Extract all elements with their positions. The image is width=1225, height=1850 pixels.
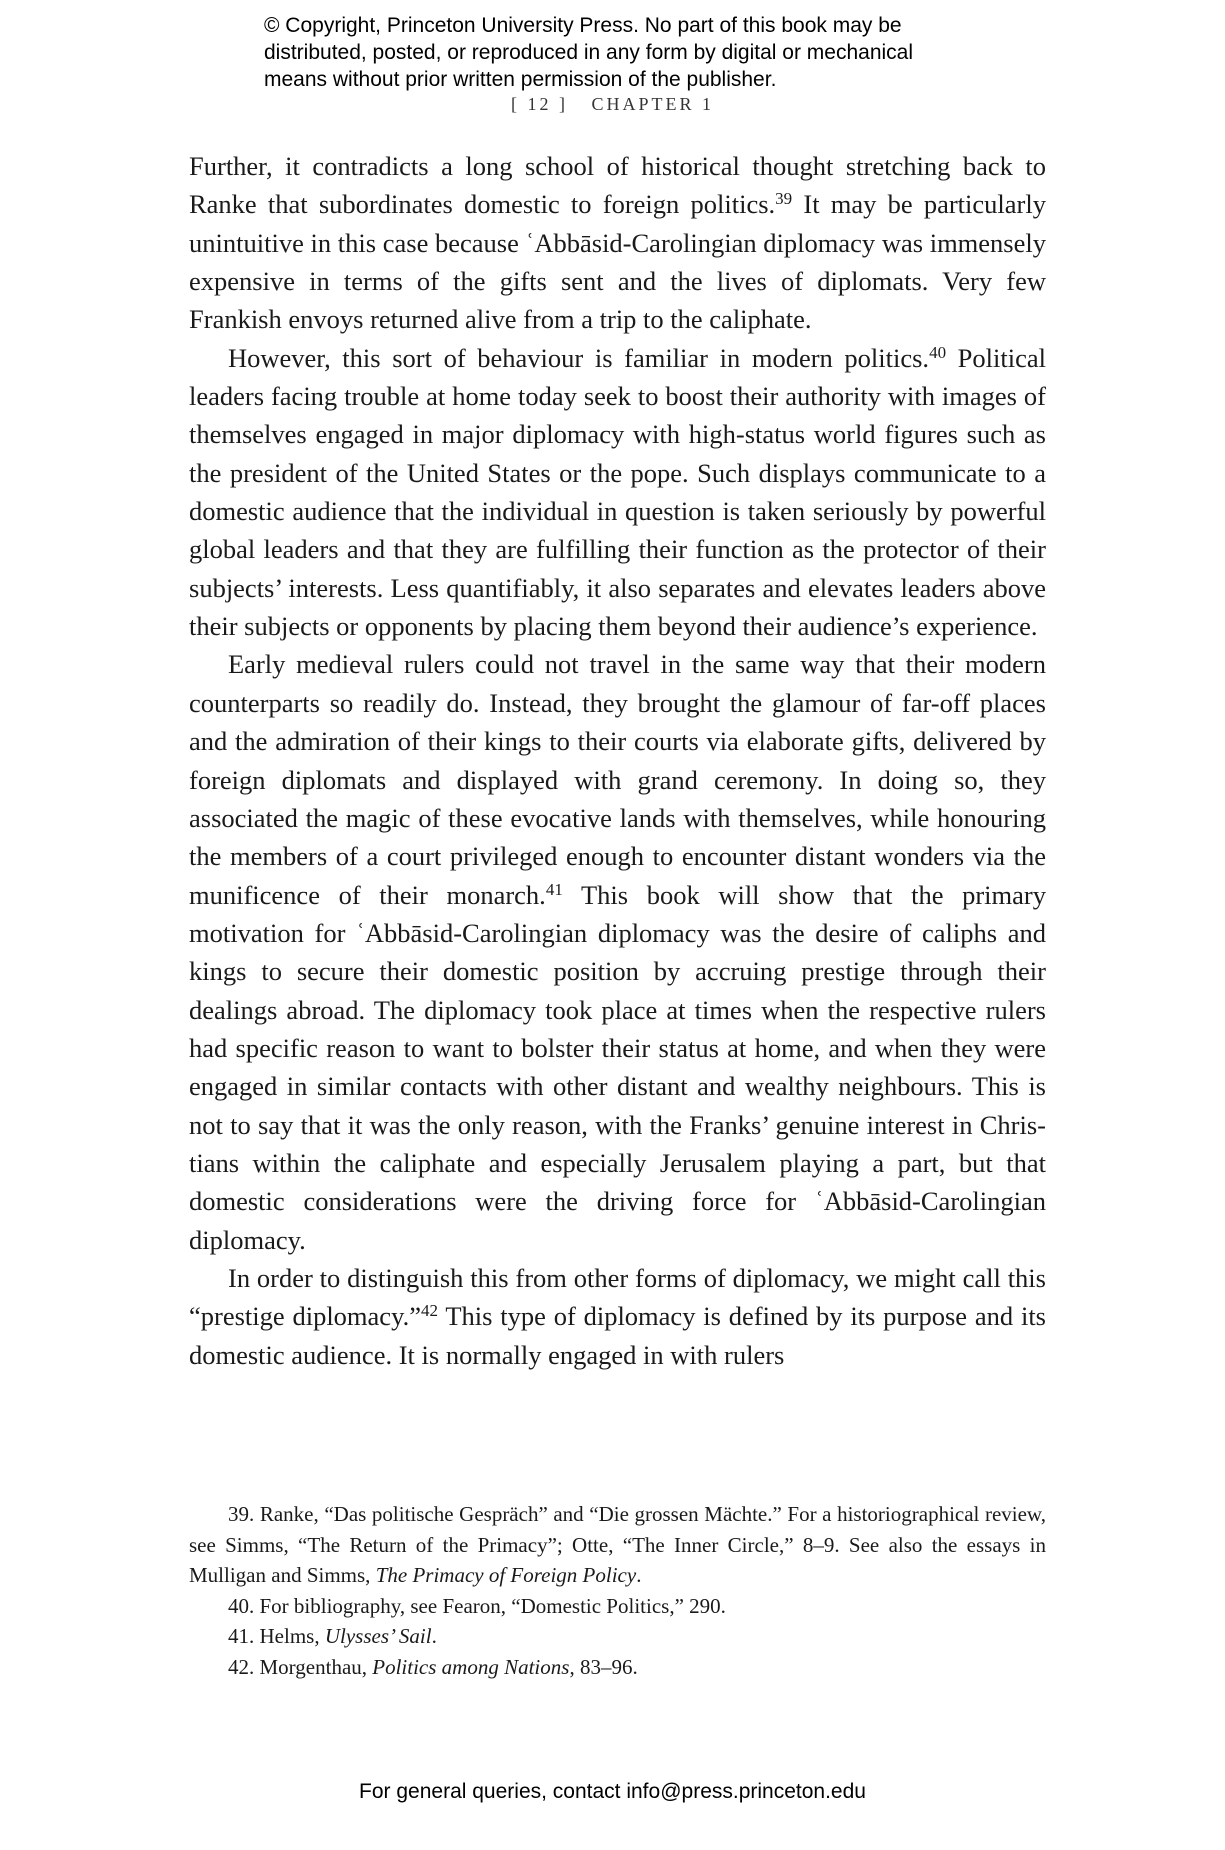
copyright-notice [264, 12, 1024, 93]
footnote-40 [189, 1591, 1046, 1622]
main-text [189, 147, 1046, 1374]
footnote-42 [189, 1652, 1046, 1683]
footnote-42-text: 42. Morgenthau, [228, 1654, 373, 1679]
paragraph-3-text-b: This book will show that the primary motivation for ʿAbbāsid-Carolingian diplomacy was the desire of caliphs and kings to secure their domestic position by accruing prestige through their dealings abroad. The diplomacy took place at times when the respective rulers had specific reason to want to bolster their status at home, and when they were engaged in similar contacts with other distant and wealthy neighbours. This is not to say that it was the only reason, with the Franks’ genuine interest in Christians within the caliphate and especially Jerusalem playing a part, but that domestic considerations were the driving force for ʿAbbāsid-Carolingian diplomacy. [189, 879, 1046, 1255]
paragraph-4-text-a: In order to distinguish this from other forms of diplomacy, we might call this “prestige diplomacy.” [189, 1262, 1046, 1332]
page-number: [ 12 ] [510, 94, 568, 114]
paragraph-2-text-b: Political leaders facing trouble at home today seek to boost their authority with images of themselves engaged in major diplomacy with high-status world figures such as the president of the United States or the pope. Such displays communicate to a domestic audience that the individual in question is taken seriously by powerful global leaders and that they are fulfilling their function as the protector of their subjects’ interests. Less quantifiably, it also separates and elevates leaders above their subjects or opponents by placing them beyond their audience’s experience. [189, 342, 1047, 642]
footnote-41-text: 41. Helms, [228, 1624, 325, 1648]
footnote-40-text: 40. For bibliography, see Fearon, “Domestic Politics,” 290. [228, 1593, 726, 1618]
footnote-42-end: , 83–96. [569, 1654, 638, 1679]
paragraph-3 [189, 645, 1046, 1259]
footnote-39-title: The Primacy of Foreign Policy [375, 1563, 637, 1587]
paragraph-1-text-b: It may be particularly unintuitive in this case because ʿAbbāsid-Carolingian diplomacy was immensely expensive in terms of the gifts sent and the lives of diplomats. Very few Frankish envoys returned alive from a trip to the caliphate. [189, 189, 1046, 335]
footnote-42-title: Politics among Nations [372, 1654, 570, 1679]
footer-contact: For general queries, contact info@press.princeton.edu [359, 1780, 866, 1803]
paragraph-3-text-a: Early medieval rulers could not travel in the same way that their modern counterparts so readily do. Instead, they brought the glamour of far-off places and the admiration of their kings to their courts via elaborate gifts, delivered by foreign diplomats and displayed with grand ceremony. In doing so, they associated the magic of these evocative lands with themselves, while honouring the members of a court privileged enough to encounter distant wonders via the munificence of their monarch. [189, 649, 1046, 910]
footnote-39-end: . [636, 1563, 642, 1587]
chapter-label: CHAPTER 1 [591, 94, 714, 114]
footnotes [189, 1499, 1046, 1682]
footnote-ref-41[interactable]: 41 [545, 879, 563, 899]
footnote-39 [189, 1499, 1046, 1591]
footnote-ref-40[interactable]: 40 [929, 342, 947, 362]
footnote-41 [189, 1621, 1046, 1652]
footnote-ref-39[interactable]: 39 [775, 189, 793, 209]
copyright-line-1: © Copyright, Princeton University Press. No part of this book may be [264, 14, 902, 37]
paragraph-2-text-a: However, this sort of behaviour is familiar in modern politics. [228, 342, 930, 373]
footnote-41-title: Ulysses’ Sail [324, 1624, 432, 1648]
copyright-line-3: means without prior written permission of the publisher. [264, 68, 777, 91]
paragraph-4 [189, 1259, 1046, 1374]
paragraph-1-text-a: Further, it contradicts a long school of historical thought stretching back to Ranke that subordinates domestic to foreign politics. [189, 151, 1046, 220]
paragraph-1 [189, 147, 1046, 339]
footnote-ref-42[interactable]: 42 [421, 1301, 438, 1321]
running-head [0, 94, 1225, 115]
paragraph-4-text-b: This type of diplomacy is defined by its purpose and its domestic audience. It is normally engaged in with rulers [189, 1301, 1046, 1370]
footnote-39-text: 39. Ranke, “Das politische Gespräch” and “Die grossen Mächte.” For a historiographical review, see Simms, “The Return of the Primacy”; Otte, “The Inner Circle,” 8–9. See also the essays in Mulligan and Simms, [189, 1502, 1046, 1587]
footnote-41-end: . [431, 1624, 437, 1648]
copyright-line-2: distributed, posted, or reproduced in any form by digital or mechanical [264, 41, 914, 64]
paragraph-2 [189, 339, 1046, 646]
